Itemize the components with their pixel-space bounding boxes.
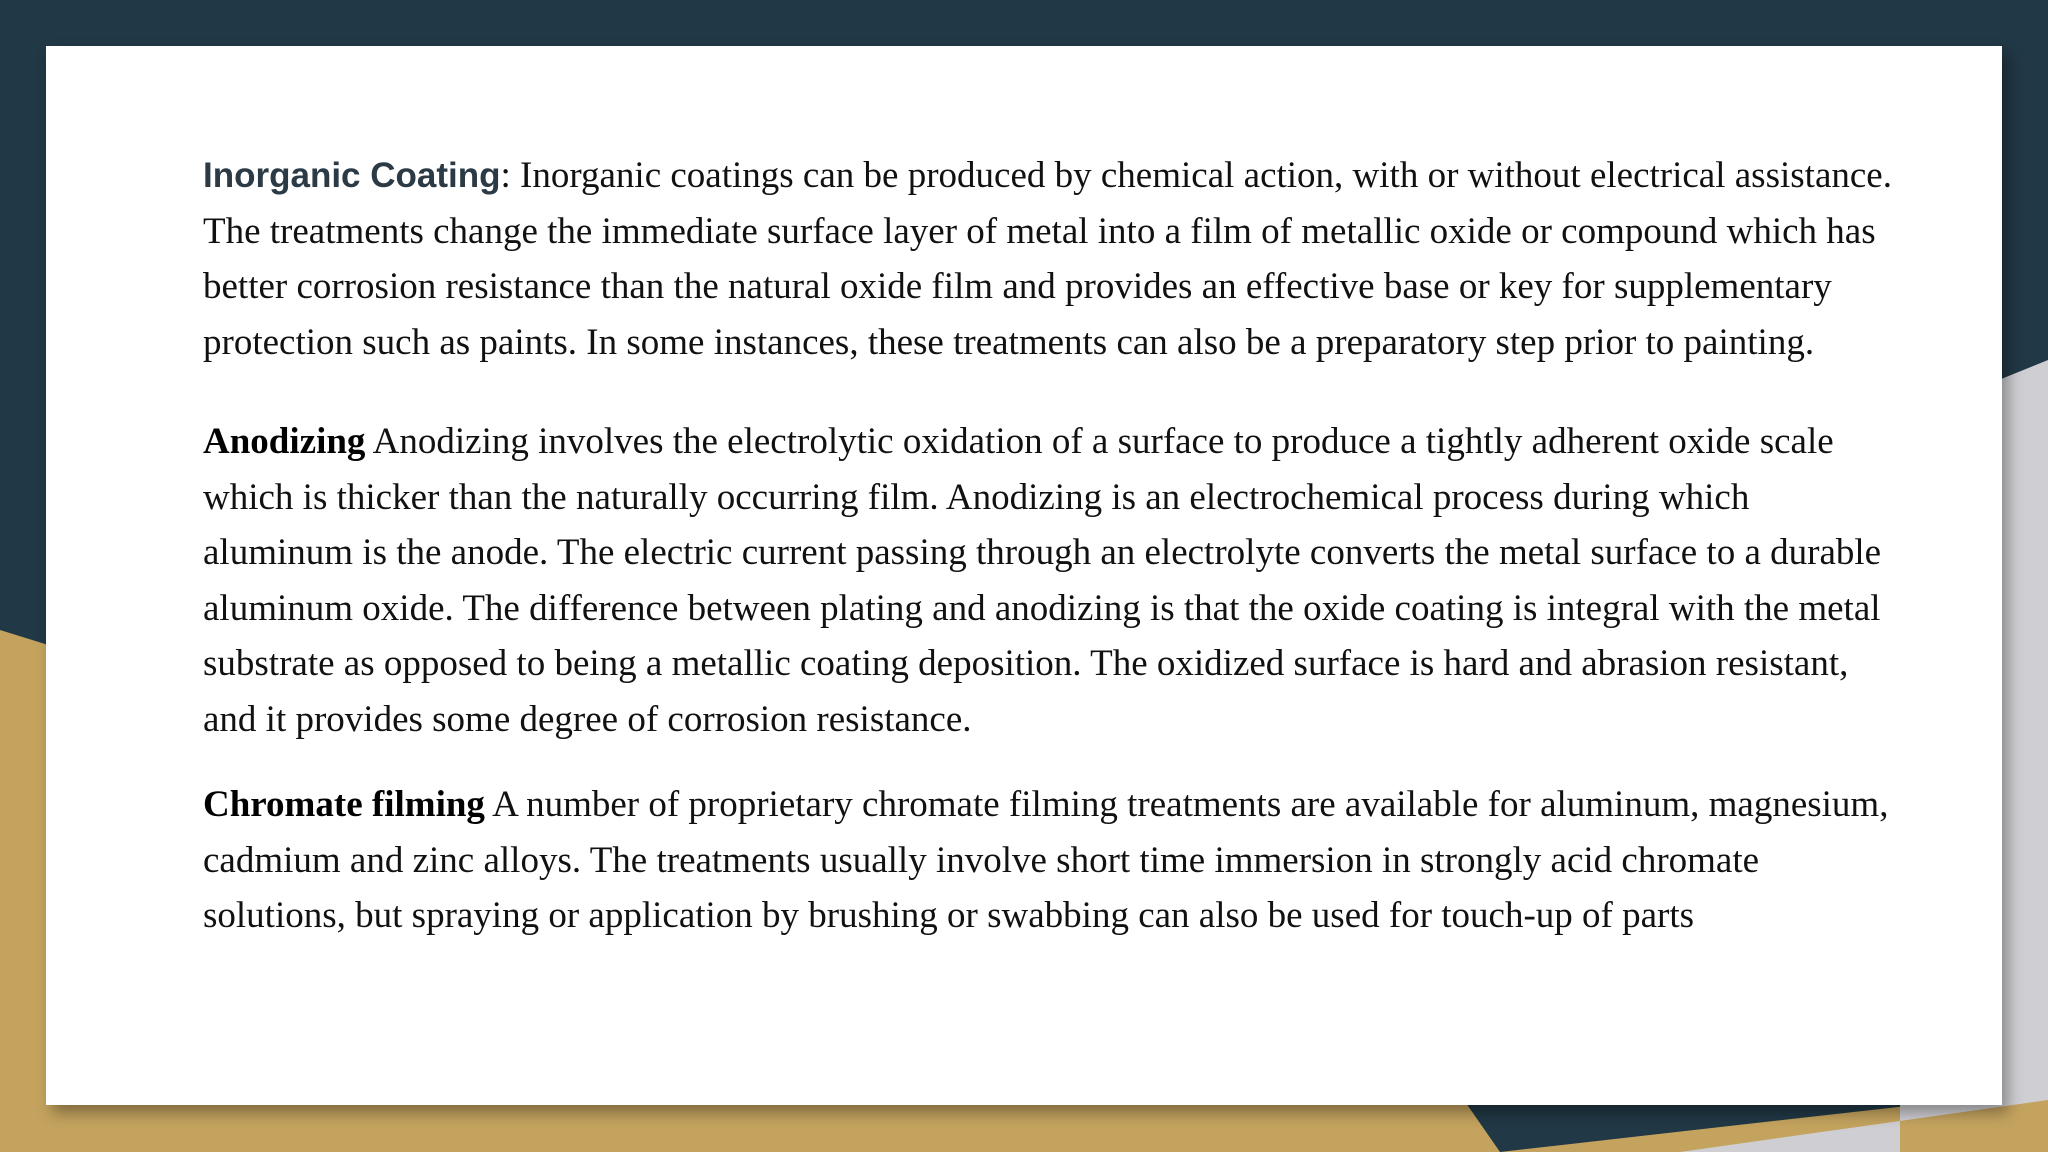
term-chromate-filming: Chromate filming <box>203 784 485 825</box>
slide-content <box>203 148 1903 944</box>
paragraph-chromate-filming <box>203 777 1903 944</box>
term-anodizing: Anodizing <box>203 421 366 462</box>
slide-panel <box>46 46 2002 1105</box>
term-separator: : <box>500 155 511 196</box>
paragraph-text: Inorganic coatings can be produced by chemical action, with or without electrical assistance. The treatments change the immediate surface layer of metal into a film of metallic oxide or compound which has better corrosion resistance than the natural oxide film and provides an effective base or key for supplementary protection such as paints. In some instances, these treatments can also be a preparatory step prior to painting. <box>203 155 1892 363</box>
term-inorganic-coating: Inorganic Coating <box>203 156 501 195</box>
paragraph-inorganic-coating <box>203 148 1903 370</box>
paragraph-text: A number of proprietary chromate filming treatments are available for aluminum, magnesium, cadmium and zinc alloys. The treatments usually involve short time immersion in strongly acid chromate solutions, but spraying or application by brushing or swabbing can also be used for touch-up of parts <box>203 784 1889 936</box>
paragraph-text: Anodizing involves the electrolytic oxidation of a surface to produce a tightly adherent oxide scale which is thicker than the naturally occurring film. Anodizing is an electrochemical process during which aluminum is the anode. The electric current passing through an electrolyte converts the metal surface to a durable aluminum oxide. The difference between plating and anodizing is that the oxide coating is integral with the metal substrate as opposed to being a metallic coating deposition. The oxidized surface is hard and abrasion resistant, and it provides some degree of corrosion resistance. <box>203 421 1882 740</box>
paragraph-anodizing <box>203 414 1903 747</box>
